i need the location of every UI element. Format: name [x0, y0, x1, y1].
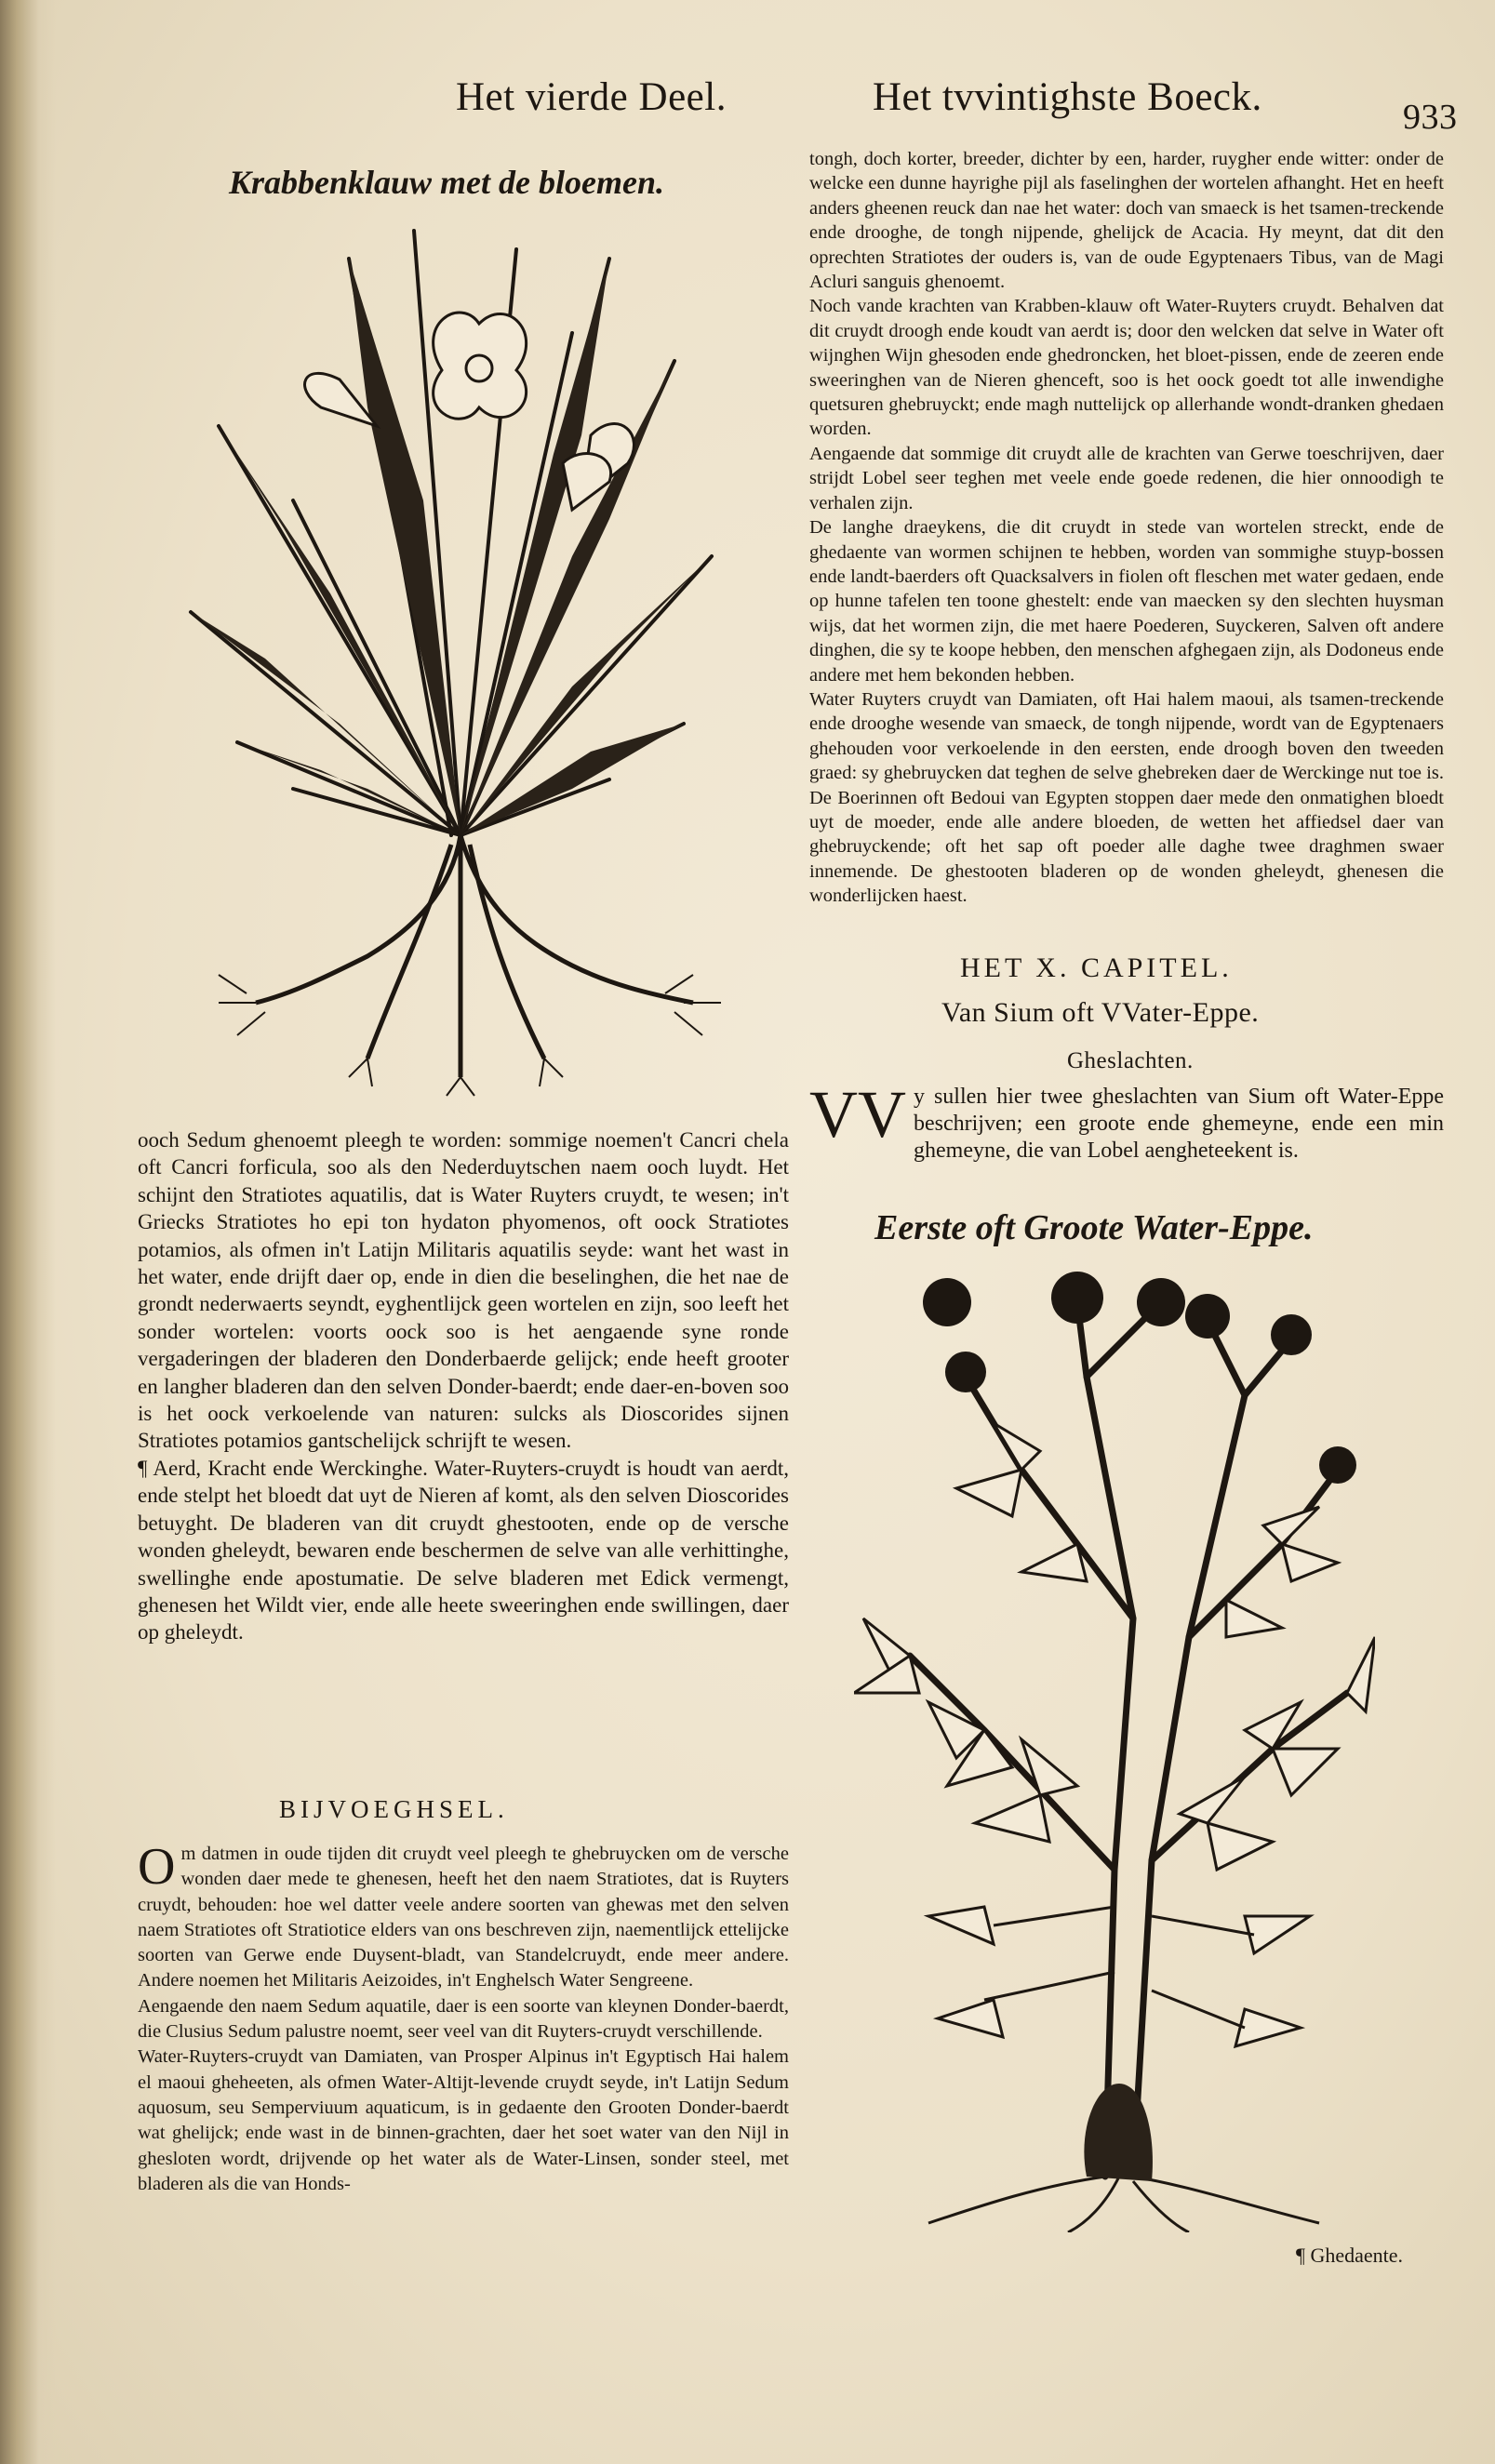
section-label-ghedaente: ¶ Ghedaente.	[1296, 2244, 1404, 2267]
right-para-4: De langhe draeykens, die dit cruydt in stede van wortelen streckt, ende de ghedaente van wormen schijnen te hebben, worden van sommighe stuyp-bossen ende landt-baerders oft Quacksalvers in fiolen oft fleschen met water gedaen, ende op hunne tafelen ten toone ghestelt: ende van maecken sy den slechten huysman wijs, dat het wormen zijn, die met haere Poederen, Suyckeren, Salven oft andere dinghen, die sy te koope hebben, den menschen afghegaen zijn, als Dodoneus ende andere met hem bekonden hebben.	[809, 517, 1444, 686]
book-spine-shadow	[0, 0, 56, 2464]
header-part: Het vierde Deel.	[456, 75, 727, 119]
bijvoeghsel-text	[138, 1838, 789, 2197]
dropcap-vv: VV	[809, 1077, 906, 1152]
bijvoeghsel-body: m datmen in oude tijden dit cruydt veel pleegh te ghebruycken om de versche wonden daer mede te ghenesen, heeft het den naem Stratiotes, dat is Ruyters cruydt, behouden: hoe wel datter veele andere soorten van ghewas met den selven naem Stratiotes oft Stratiotice elders van ons beschreven zijn, naementlijck ettelijcke soorten van Gerwe ende Duysent-bladt, van Standelcruydt, ende meer andere. Andere noemen het Militaris Aeizoides, in't Enghelsch Water Sengreene.	[138, 1844, 789, 1991]
right-para-5: Water Ruyters cruydt van Damiaten, oft Hai halem maoui, als tsamen-treckende ende drooghe wesende van smaeck, de tongh nijpende, wordt van de Egyptenaers ghehouden voor verkoelende in den eersten, ende droogh boven den tweeden graed: sy ghebruycken dat teghen de selve ghebreken daer de Werckinge nut toe is. De Boerinnen oft Bedoui van Egypten stoppen daer mede den onmatighen bloedt uyt de moeder, ende alle andere bloeden, de wetten het affiedsel daer van ghebruyckende; oft het sap oft poeder alle daghe twee draghmen swaer innemende. De ghestooten bladeren op de wonden gheleydt, ghenesen die wonderlijcken haest.	[809, 688, 1444, 907]
right-para-2: Noch vande krachten van Krabben-klauw oft Water-Ruyters cruydt. Behalven dat dit cruydt droogh ende koudt van aerdt is; door den welcken dat selve in Water oft wijnghen Wijn ghesoden ende ghedroncken, het bloet-pissen, ende de zeeren ende sweeringhen van de Nieren ghenceft, soo is het oock goedt tot alle inwendighe quetsuren ghebruyckt; ende magh nuttelijck op allerhande wondt-dranken ghedaen worden.	[809, 296, 1444, 440]
right-top-text	[809, 147, 1444, 909]
sedum-paragraph: Aengaende den naem Sedum aquatile, daer is een soorte van kleynen Donder-baerdt, die Clusius Sedum palustre noemt, seer veel van dit Ruyters-cruydt verschillende.	[138, 1995, 789, 2043]
chapter-title: Van Sium oft VVater-Eppe.	[941, 997, 1260, 1028]
geslachten-body: y sullen hier twee gheslachten van Sium oft Water-Eppe beschrijven; een groote ende ghemeyne, ende een min ghemeyne, die van Lobel aengheteekent is.	[914, 1085, 1444, 1163]
left-intro-paragraph: ooch Sedum ghenoemt pleegh te worden: sommige noemen't Cancri chela oft Cancri forficula, soo als den Nederduytschen naem ooch luydt. Het schijnt den Stratiotes aquatilis, dat is Water Ruyters cruydt, te wesen; in't Griecks Stratiotes ho epi ton hydaton phyomenos, oft oock Stratiotes potamios, als ofmen in't Latijn Militaris aquatilis seyde: want het wast in het water, ende drijft daer op, ende in dien die beselinghen, die het nae de grondt nederwaerts seyndt, eyghentlijck geen wortelen en zijn, soo leeft het sonder wortelen: voorts oock soo is het aengaende syne ronde vergaderingen der bladeren den Donderbaerde gelijck; ende heeft grooter en langher bladeren dan den selven Donder-baerdt; ende daer-en-boven soo is het oock verkoelende van naturen: sulcks als Dioscorides sijnen Stratiotes potamios gantschelijck schrijft te wesen.	[138, 1128, 789, 1453]
chapter-number: HET X. CAPITEL.	[960, 952, 1233, 983]
right-para-1: tongh, doch korter, breeder, dichter by een, harder, ruygher ende witter: onder de welcke een dunne hayrighe pijl als faselinghen der wortelen afhanght. Het en heeft anders gheenen reuck dan nae het water: doch van smaeck is het tsamen-treckende ende drooghe, de tongh nijpende, ghelijck de Acacia. Hy meynt, dat dit den oprechten Stratiotes der ouders is, van de oude Egyptenaers Tibus, van de Magi Acluri sanguis ghenoemt.	[809, 149, 1444, 293]
geslachten-paragraph	[809, 1077, 1444, 1165]
right-para-3: Aengaende dat sommige dit cruydt alle de krachten van Gerwe toeschrijven, daer strijdt Lobel seer teghen met veele ende goede redenen, die hier onnoodigh te verhalen zijn.	[809, 443, 1444, 513]
subheading-geslachten: Gheslachten.	[1067, 1048, 1194, 1073]
dropcap-o: O	[138, 1838, 176, 1896]
section-title-bijvoeghsel: BIJVOEGHSEL.	[279, 1795, 509, 1823]
bijvoeghsel-paragraph	[138, 1838, 789, 1994]
figure-caption-krabbenklauw: Krabbenklauw met de bloemen.	[229, 164, 664, 201]
figure-caption-water-eppe: Eerste oft Groote Water-Eppe.	[874, 1208, 1314, 1247]
damiaten-paragraph: Water-Ruyters-cruydt van Damiaten, van Prosper Alpinus in't Egyptisch Hai halem el maoui gheheeten, als ofmen Water-Altijt-levende cruydt seyde, in't Latijn Sedum aquosum, seu Semperviuum aquaticum, is in gedaente den Grooten Donder-baerdt wat ghelijck; ende wast in de binnen-grachten, daer het soet water van den Nijl in ghesloten wordt, drijvende op het water als de Water-Linsen, sonder steel, met bladeren als die van Honds-	[138, 2046, 789, 2194]
woodcut-krabbenklauw	[181, 221, 730, 1105]
page-number: 933	[1403, 98, 1458, 137]
left-body-text	[138, 1126, 789, 1646]
header-book: Het tvvintighste Boeck.	[873, 75, 1262, 119]
woodcut-water-eppe	[854, 1265, 1375, 2232]
aerd-kracht-paragraph: ¶ Aerd, Kracht ende Werckinghe. Water-Ruyters-cruydt is houdt van aerdt, ende stelpt het bloedt dat uyt de Nieren af komt, als den selven Dioscorides betuyght. De bladeren van dit cruydt ghestooten, ende op de versche wonden gheleydt, bewaren ende beschermen de selve van alle verhittinghe, swellinghe ende apostumatie. De selve bladeren met Edick vermengt, ghenesen het Wildt vier, ende alle heete sweeringhen ende swillingen, daer op gheleydt.	[138, 1456, 789, 1645]
